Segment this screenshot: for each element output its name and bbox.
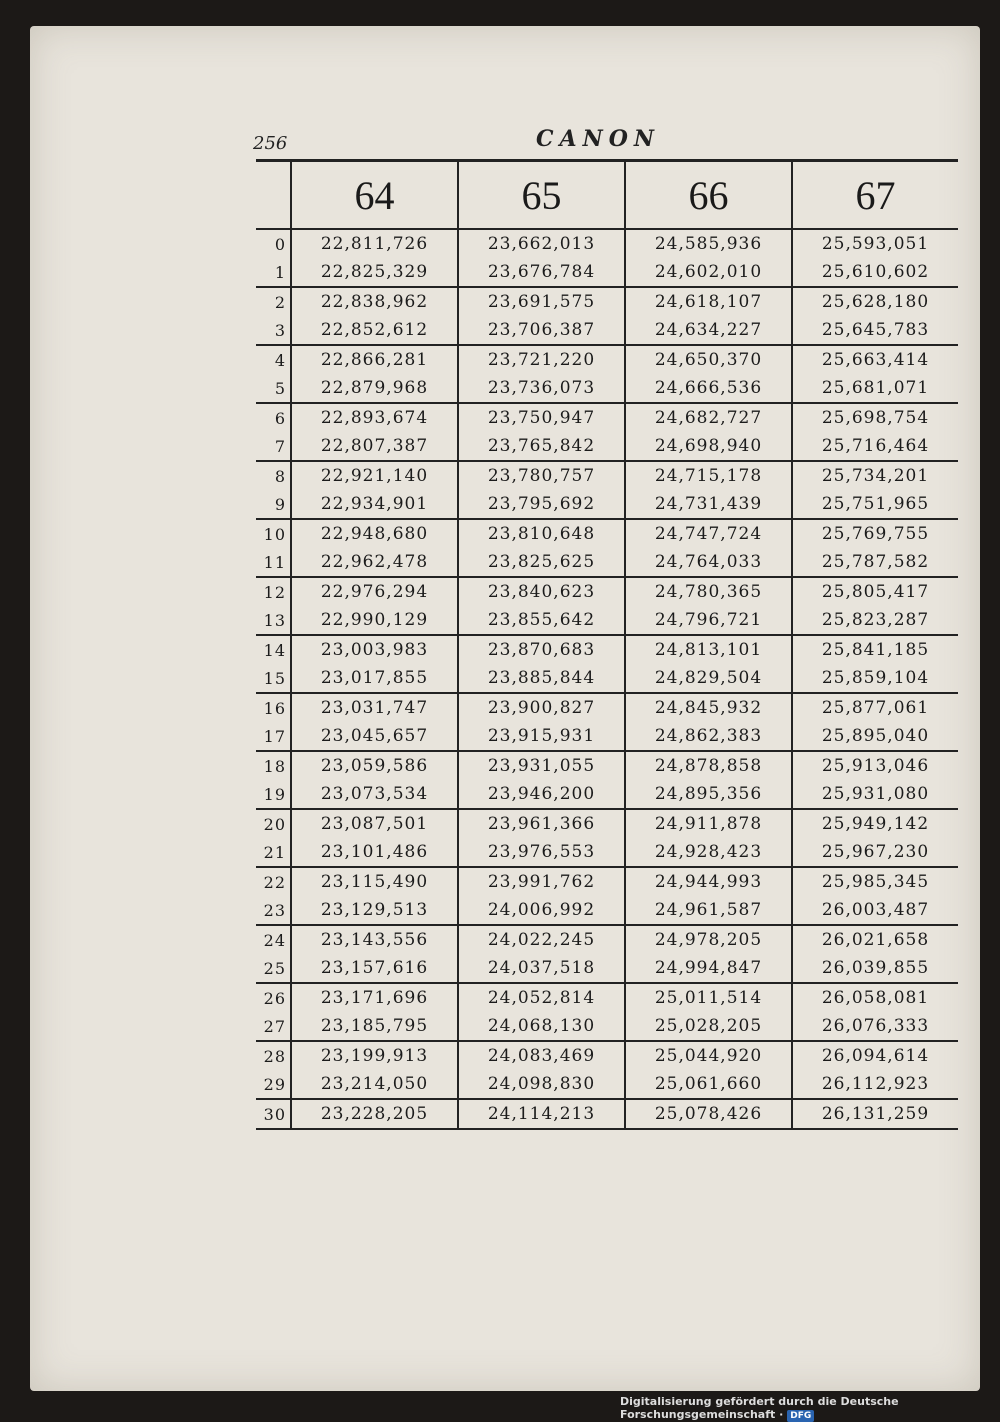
row-index: 12	[263, 582, 286, 602]
table-cell: 24,052,814	[457, 984, 624, 1012]
row-index: 18	[263, 756, 286, 776]
row-index: 23	[263, 900, 286, 920]
table-cell: 23,855,642	[457, 606, 624, 634]
table-cell: 24,682,727	[624, 404, 791, 432]
table-row	[256, 1042, 958, 1070]
table-cell: 23,059,586	[290, 752, 457, 780]
table-cell: 24,698,940	[624, 432, 791, 460]
row-index: 1	[274, 262, 286, 282]
table-cell: 23,765,842	[457, 432, 624, 460]
table-cell: 23,825,625	[457, 548, 624, 576]
table-row	[256, 954, 958, 982]
table-cell: 23,087,501	[290, 810, 457, 838]
table-cell: 24,764,033	[624, 548, 791, 576]
table-cell: 23,214,050	[290, 1070, 457, 1098]
table-cell: 24,098,830	[457, 1070, 624, 1098]
table-cell: 23,171,696	[290, 984, 457, 1012]
table-cell: 23,870,683	[457, 636, 624, 664]
table-body	[256, 230, 958, 1130]
row-index: 16	[263, 698, 286, 718]
table-cell: 22,893,674	[290, 404, 457, 432]
row-group	[256, 346, 958, 404]
table-row	[256, 1012, 958, 1040]
table-cell: 25,931,080	[791, 780, 958, 808]
table-cell: 24,083,469	[457, 1042, 624, 1070]
page-number: 256	[253, 133, 288, 154]
table-cell: 23,676,784	[457, 258, 624, 286]
row-group	[256, 752, 958, 810]
column-header: 65	[457, 162, 624, 228]
table-cell: 23,976,553	[457, 838, 624, 866]
table-cell: 25,011,514	[624, 984, 791, 1012]
footer-text: Digitalisierung gefördert durch die Deutsche Forschungsgemeinschaft ·	[620, 1395, 899, 1421]
table-cell: 24,895,356	[624, 780, 791, 808]
table-cell: 24,928,423	[624, 838, 791, 866]
table-cell: 23,199,913	[290, 1042, 457, 1070]
table-row	[256, 374, 958, 402]
table-row	[256, 810, 958, 838]
table-row	[256, 780, 958, 808]
table-cell: 25,985,345	[791, 868, 958, 896]
row-index: 15	[263, 668, 286, 688]
table-cell: 25,645,783	[791, 316, 958, 344]
row-group	[256, 578, 958, 636]
row-index: 27	[263, 1016, 286, 1036]
column-header: 66	[624, 162, 791, 228]
row-index: 2	[274, 292, 286, 312]
row-group	[256, 636, 958, 694]
table-cell: 23,073,534	[290, 780, 457, 808]
table-cell: 24,813,101	[624, 636, 791, 664]
canon-table	[256, 159, 958, 1130]
table-cell: 25,949,142	[791, 810, 958, 838]
table-cell: 24,911,878	[624, 810, 791, 838]
table-cell: 25,751,965	[791, 490, 958, 518]
row-group	[256, 1042, 958, 1100]
table-cell: 24,780,365	[624, 578, 791, 606]
table-cell: 25,769,755	[791, 520, 958, 548]
table-cell: 22,976,294	[290, 578, 457, 606]
table-row	[256, 868, 958, 896]
table-cell: 23,157,616	[290, 954, 457, 982]
table-cell: 25,061,660	[624, 1070, 791, 1098]
table-cell: 23,780,757	[457, 462, 624, 490]
table-cell: 26,076,333	[791, 1012, 958, 1040]
table-cell: 24,715,178	[624, 462, 791, 490]
row-index: 30	[263, 1104, 286, 1124]
table-cell: 23,810,648	[457, 520, 624, 548]
table-cell: 22,852,612	[290, 316, 457, 344]
table-cell: 23,900,827	[457, 694, 624, 722]
row-group	[256, 230, 958, 288]
table-cell: 22,879,968	[290, 374, 457, 402]
table-cell: 25,734,201	[791, 462, 958, 490]
row-index: 19	[263, 784, 286, 804]
row-index: 20	[263, 814, 286, 834]
table-cell: 24,878,858	[624, 752, 791, 780]
table-cell: 25,787,582	[791, 548, 958, 576]
row-index: 4	[274, 350, 286, 370]
table-row	[256, 404, 958, 432]
table-row	[256, 1070, 958, 1098]
table-cell: 22,934,901	[290, 490, 457, 518]
table-cell: 23,101,486	[290, 838, 457, 866]
table-cell: 24,961,587	[624, 896, 791, 924]
row-index: 17	[263, 726, 286, 746]
row-group	[256, 984, 958, 1042]
table-cell: 24,650,370	[624, 346, 791, 374]
index-header	[256, 162, 290, 228]
row-index: 8	[274, 466, 286, 486]
row-index: 26	[263, 988, 286, 1008]
table-cell: 22,921,140	[290, 462, 457, 490]
table-cell: 26,058,081	[791, 984, 958, 1012]
table-header	[256, 162, 958, 230]
table-cell: 24,796,721	[624, 606, 791, 634]
table-cell: 23,003,983	[290, 636, 457, 664]
dfg-logo: DFG	[787, 1410, 814, 1422]
table-cell: 24,006,992	[457, 896, 624, 924]
table-cell: 23,045,657	[290, 722, 457, 750]
table-cell: 25,716,464	[791, 432, 958, 460]
row-group	[256, 694, 958, 752]
table-row	[256, 288, 958, 316]
table-cell: 23,721,220	[457, 346, 624, 374]
table-cell: 24,731,439	[624, 490, 791, 518]
table-cell: 24,978,205	[624, 926, 791, 954]
table-cell: 25,078,426	[624, 1100, 791, 1128]
table-cell: 24,618,107	[624, 288, 791, 316]
table-row	[256, 432, 958, 460]
row-group	[256, 810, 958, 868]
table-cell: 25,628,180	[791, 288, 958, 316]
table-cell: 25,913,046	[791, 752, 958, 780]
table-cell: 23,031,747	[290, 694, 457, 722]
table-row	[256, 258, 958, 286]
row-group	[256, 520, 958, 578]
table-cell: 24,602,010	[624, 258, 791, 286]
table-cell: 25,823,287	[791, 606, 958, 634]
row-index: 9	[274, 494, 286, 514]
table-cell: 23,840,623	[457, 578, 624, 606]
table-cell: 23,228,205	[290, 1100, 457, 1128]
row-index: 25	[263, 958, 286, 978]
row-group	[256, 462, 958, 520]
table-row	[256, 490, 958, 518]
table-cell: 24,944,993	[624, 868, 791, 896]
table-cell: 23,017,855	[290, 664, 457, 692]
table-cell: 24,845,932	[624, 694, 791, 722]
row-group	[256, 288, 958, 346]
row-index: 11	[263, 552, 286, 572]
table-cell: 25,805,417	[791, 578, 958, 606]
table-row	[256, 896, 958, 924]
table-cell: 25,610,602	[791, 258, 958, 286]
table-cell: 25,895,040	[791, 722, 958, 750]
table-cell: 22,811,726	[290, 230, 457, 258]
table-cell: 25,859,104	[791, 664, 958, 692]
table-cell: 23,961,366	[457, 810, 624, 838]
table-cell: 26,131,259	[791, 1100, 958, 1128]
table-cell: 26,003,487	[791, 896, 958, 924]
table-cell: 24,862,383	[624, 722, 791, 750]
table-cell: 25,044,920	[624, 1042, 791, 1070]
table-cell: 22,962,478	[290, 548, 457, 576]
table-cell: 24,022,245	[457, 926, 624, 954]
row-index: 24	[263, 930, 286, 950]
table-cell: 22,990,129	[290, 606, 457, 634]
column-header: 67	[791, 162, 958, 228]
row-group	[256, 1100, 958, 1130]
table-cell: 22,866,281	[290, 346, 457, 374]
table-cell: 26,039,855	[791, 954, 958, 982]
row-index: 10	[263, 524, 286, 544]
table-cell: 25,593,051	[791, 230, 958, 258]
table-cell: 25,877,061	[791, 694, 958, 722]
table-row	[256, 1100, 958, 1128]
table-cell: 24,829,504	[624, 664, 791, 692]
table-row	[256, 520, 958, 548]
table-cell: 26,094,614	[791, 1042, 958, 1070]
table-row	[256, 230, 958, 258]
table-row	[256, 984, 958, 1012]
table-row	[256, 926, 958, 954]
table-cell: 24,666,536	[624, 374, 791, 402]
row-index: 22	[263, 872, 286, 892]
table-cell: 23,115,490	[290, 868, 457, 896]
table-row	[256, 548, 958, 576]
row-index: 5	[274, 378, 286, 398]
row-group	[256, 404, 958, 462]
table-cell: 25,967,230	[791, 838, 958, 866]
row-index: 0	[274, 234, 286, 254]
table-cell: 24,747,724	[624, 520, 791, 548]
table-cell: 22,807,387	[290, 432, 457, 460]
table-cell: 23,706,387	[457, 316, 624, 344]
table-row	[256, 316, 958, 344]
row-group	[256, 926, 958, 984]
table-cell: 25,663,414	[791, 346, 958, 374]
digitization-footer	[620, 1395, 1000, 1422]
row-index: 3	[274, 320, 286, 340]
row-index: 28	[263, 1046, 286, 1066]
table-cell: 25,841,185	[791, 636, 958, 664]
table-cell: 22,838,962	[290, 288, 457, 316]
table-cell: 23,795,692	[457, 490, 624, 518]
table-cell: 23,750,947	[457, 404, 624, 432]
table-cell: 25,028,205	[624, 1012, 791, 1040]
table-cell: 23,691,575	[457, 288, 624, 316]
table-row	[256, 722, 958, 750]
table-cell: 24,994,847	[624, 954, 791, 982]
table-cell: 22,825,329	[290, 258, 457, 286]
table-cell: 23,991,762	[457, 868, 624, 896]
row-index: 13	[263, 610, 286, 630]
table-cell: 23,662,013	[457, 230, 624, 258]
table-cell: 24,634,227	[624, 316, 791, 344]
table-row	[256, 752, 958, 780]
table-row	[256, 346, 958, 374]
table-row	[256, 664, 958, 692]
table-cell: 26,112,923	[791, 1070, 958, 1098]
row-index: 6	[274, 408, 286, 428]
table-cell: 25,681,071	[791, 374, 958, 402]
table-cell: 24,037,518	[457, 954, 624, 982]
row-index: 21	[263, 842, 286, 862]
row-group	[256, 868, 958, 926]
table-row	[256, 838, 958, 866]
row-index: 7	[274, 436, 286, 456]
table-cell: 23,946,200	[457, 780, 624, 808]
table-cell: 22,948,680	[290, 520, 457, 548]
table-cell: 23,736,073	[457, 374, 624, 402]
table-cell: 23,185,795	[290, 1012, 457, 1040]
row-index: 29	[263, 1074, 286, 1094]
table-cell: 26,021,658	[791, 926, 958, 954]
running-head: CANON	[536, 126, 660, 152]
table-row	[256, 462, 958, 490]
table-cell: 24,585,936	[624, 230, 791, 258]
column-header: 64	[290, 162, 457, 228]
table-cell: 23,143,556	[290, 926, 457, 954]
table-row	[256, 578, 958, 606]
table-cell: 24,114,213	[457, 1100, 624, 1128]
table-row	[256, 636, 958, 664]
table-cell: 23,931,055	[457, 752, 624, 780]
table-cell: 25,698,754	[791, 404, 958, 432]
table-cell: 23,915,931	[457, 722, 624, 750]
table-cell: 23,885,844	[457, 664, 624, 692]
table-row	[256, 606, 958, 634]
row-index: 14	[263, 640, 286, 660]
table-cell: 23,129,513	[290, 896, 457, 924]
table-cell: 24,068,130	[457, 1012, 624, 1040]
table-row	[256, 694, 958, 722]
